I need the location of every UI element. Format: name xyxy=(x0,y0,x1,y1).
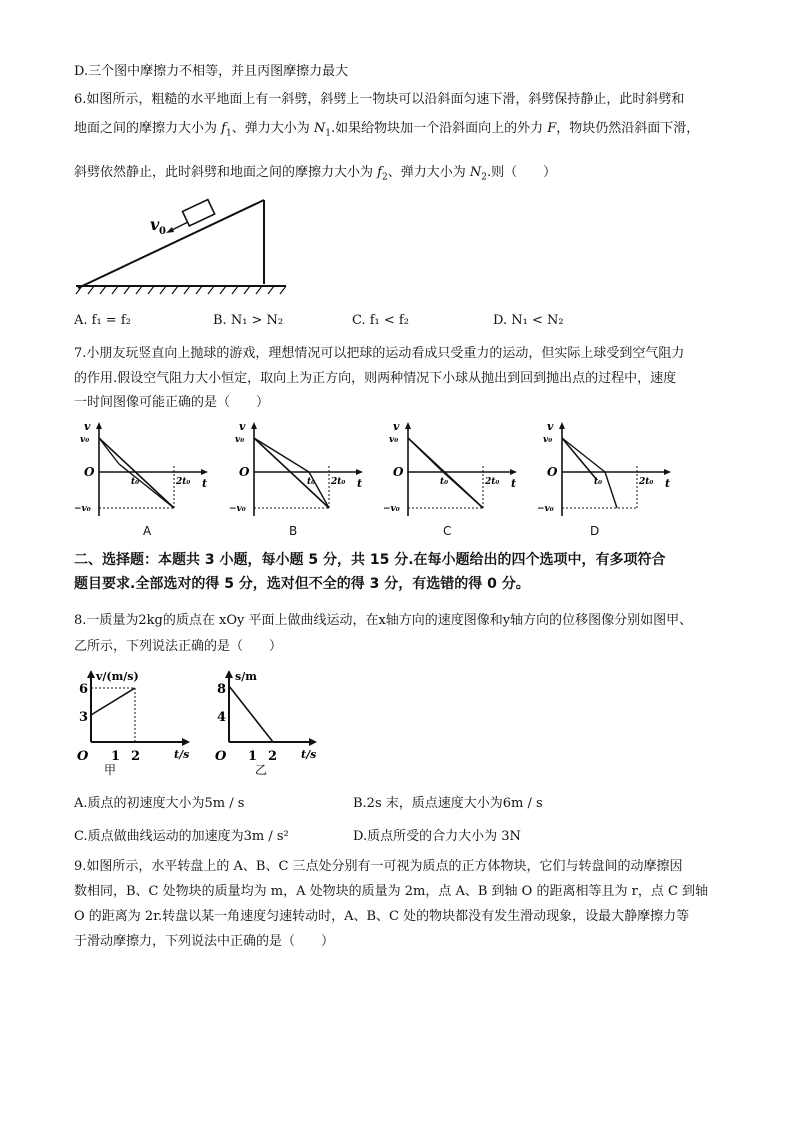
t0-label: t₀ xyxy=(594,477,603,487)
v-axis-arrow xyxy=(96,422,102,429)
t-label: t xyxy=(357,477,363,490)
fig-a-ylabel: v/(m/s) xyxy=(96,670,139,683)
fig-a-xtick-2: 2 xyxy=(131,749,141,764)
section2-heading-line1: 二、选择题：本题共 3 小题，每小题 5 分，共 15 分.在每小题给出的四个选项中，有多项符合 xyxy=(74,552,666,568)
velocity-arrowhead xyxy=(166,227,174,233)
vt-line-2 xyxy=(99,438,119,464)
v-label: v xyxy=(84,420,91,433)
q8-option-a: A.质点的初速度大小为5m / s xyxy=(74,796,245,811)
fig-a-caption: 甲 xyxy=(104,763,117,776)
t-label: t xyxy=(511,477,517,490)
2t0-label: 2t₀ xyxy=(331,477,346,487)
fig-a-xtick-1: 1 xyxy=(111,749,121,764)
origin-label: O xyxy=(84,465,95,479)
q8-stem-line2: 乙所示，下列说法正确的是（ ） xyxy=(74,639,283,654)
fig-a-origin: O xyxy=(77,749,89,764)
neg-v0-label: −v₀ xyxy=(229,504,246,514)
neg-v0-label: −v₀ xyxy=(74,504,91,514)
q7-label-c: C xyxy=(443,524,452,538)
t0-label: t₀ xyxy=(440,477,449,487)
q7-graph-c xyxy=(383,420,523,520)
v-axis-arrow xyxy=(405,422,411,429)
v0-label: v₀ xyxy=(543,435,553,445)
q9-stem-line4: 于滑动摩擦力，下列说法中正确的是（ ） xyxy=(74,934,335,949)
q6-stem-line1: 6.如图所示，粗糙的水平地面上有一斜劈，斜劈上一物块可以沿斜面匀速下滑，斜劈保持静止，此时斜劈和 xyxy=(74,92,685,107)
q7-stem-line3: 一时间图像可能正确的是（ ） xyxy=(74,395,270,410)
fig-b-xtick-1: 1 xyxy=(248,749,258,764)
fig-b-caption: 乙 xyxy=(255,763,268,776)
v-label: v xyxy=(239,420,246,433)
vt-line-3 xyxy=(119,464,174,508)
v-label: v xyxy=(547,420,554,433)
q9-stem-line2: 数相同，B、C 处物块的质量均为 m，A 处物块的质量为 2m，点 A、B 到轴 O 的距离相等且为 r，点 C 到轴 xyxy=(74,884,709,899)
fig-a-xlabel: t/s xyxy=(174,748,190,761)
fig-a-ytick-6: 6 xyxy=(79,682,89,697)
vt-line-1 xyxy=(562,438,597,480)
q9-stem-line3: O 的距离为 2r.转盘以某一角速度匀速转动时，A、B、C 处的物块都没有发生滑动现象，设最大静摩擦力等 xyxy=(74,909,690,924)
q7-stem-line2: 的作用.假设空气阻力大小恒定，取向上为正方向，则两种情况下小球从抛出到回到抛出点的过程中，速度 xyxy=(74,371,677,386)
fig-b-xtick-2: 2 xyxy=(268,749,278,764)
v-axis-arrow xyxy=(251,422,257,429)
vt-line-2 xyxy=(562,438,605,472)
t-label: t xyxy=(665,477,671,490)
q6-option-d: D. N₁ < N₂ xyxy=(493,313,564,328)
q8-option-d: D.质点所受的合力大小为 3N xyxy=(353,829,521,844)
v-label: v xyxy=(393,420,400,433)
q7-label-d: D xyxy=(590,524,600,538)
v0-sub: 0 xyxy=(159,226,166,237)
v0-label: v₀ xyxy=(389,435,399,445)
vt-line-1 xyxy=(99,438,174,508)
origin-label: O xyxy=(393,465,404,479)
q6-option-b: B. N₁ > N₂ xyxy=(213,313,284,328)
q8-stem-line1: 8.一质量为2kg的质点在 xOy 平面上做曲线运动，在x轴方向的速度图像和y轴方向的位移图像分别如图甲、 xyxy=(74,613,693,628)
neg-v0-label: −v₀ xyxy=(537,504,554,514)
q7-graph-d xyxy=(537,420,677,520)
neg-v0-label: −v₀ xyxy=(383,504,400,514)
2t0-label: 2t₀ xyxy=(485,477,500,487)
section2-heading-line2: 题目要求.全部选对的得 5 分，选对但不全的得 3 分，有选错的得 0 分。 xyxy=(74,576,530,592)
fig-b-displacement-line xyxy=(229,686,273,742)
fig-b-ytick-8: 8 xyxy=(217,682,227,697)
q6-incline-figure xyxy=(74,196,290,300)
t-axis-arrow xyxy=(510,469,517,475)
q6-stem-line3: 斜劈依然静止，此时斜劈和地面之间的摩擦力大小为 $f_2$、弹力大小为 $N_2$.则（ ） xyxy=(74,165,557,183)
t0-label: t₀ xyxy=(131,477,140,487)
fig-b-ylabel: s/m xyxy=(235,670,257,683)
q8-option-b: B.2s 末，质点速度大小为6m / s xyxy=(353,796,543,811)
q7-stem-line1: 7.小朋友玩竖直向上抛球的游戏，理想情况可以把球的运动看成只受重力的运动，但实际上球受到空气阻力 xyxy=(74,346,685,361)
t-axis-arrow xyxy=(201,469,208,475)
vt-line-2 xyxy=(254,438,309,472)
q7-graph-a xyxy=(74,420,214,520)
q7-label-b: B xyxy=(289,524,298,538)
vt-line-2 xyxy=(408,438,443,472)
v-axis-arrow xyxy=(559,422,565,429)
fig-a-velocity-line xyxy=(91,688,135,715)
q8-fig-a xyxy=(74,666,194,776)
ground-hatch xyxy=(76,286,286,294)
t-axis-arrow xyxy=(356,469,363,475)
origin-label: O xyxy=(239,465,250,479)
vt-line-1 xyxy=(254,438,329,508)
q7-label-a: A xyxy=(143,524,152,538)
q8-fig-b xyxy=(213,666,323,776)
fig-b-ytick-4: 4 xyxy=(217,710,227,725)
t-label: t xyxy=(202,477,208,490)
q6-stem-line2: 地面之间的摩擦力大小为 $f_1$、弹力大小为 $N_1$.如果给物块加一个沿斜面向上的外力 F，物块仍然沿斜面下滑， xyxy=(74,121,700,139)
fig-b-origin: O xyxy=(215,749,227,764)
q7-graph-b xyxy=(229,420,369,520)
t0-label: t₀ xyxy=(307,477,316,487)
q8-option-c: C.质点做曲线运动的加速度为3m / s² xyxy=(74,829,289,844)
fig-a-ytick-3: 3 xyxy=(79,710,89,725)
v0-label: v₀ xyxy=(80,435,90,445)
2t0-label: 2t₀ xyxy=(639,477,654,487)
q6-option-a: A. f₁ = f₂ xyxy=(74,313,131,328)
v0-label: v₀ xyxy=(235,435,245,445)
t-axis-arrow xyxy=(664,469,671,475)
vt-line-3 xyxy=(605,472,617,508)
q9-stem-line1: 9.如图所示，水平转盘上的 A、B、C 三点处分别有一可视为质点的正方体物块，它们与转盘间的动摩擦因 xyxy=(74,859,683,874)
v0-label: v xyxy=(150,215,160,234)
q5-option-d: D.三个图中摩擦力不相等，并且丙图摩擦力最大 xyxy=(74,64,349,79)
fig-b-xlabel: t/s xyxy=(301,748,317,761)
incline-slope xyxy=(78,200,264,288)
origin-label: O xyxy=(547,465,558,479)
2t0-label: 2t₀ xyxy=(176,477,191,487)
q6-option-c: C. f₁ < f₂ xyxy=(352,313,409,328)
vt-line-3 xyxy=(443,472,483,508)
